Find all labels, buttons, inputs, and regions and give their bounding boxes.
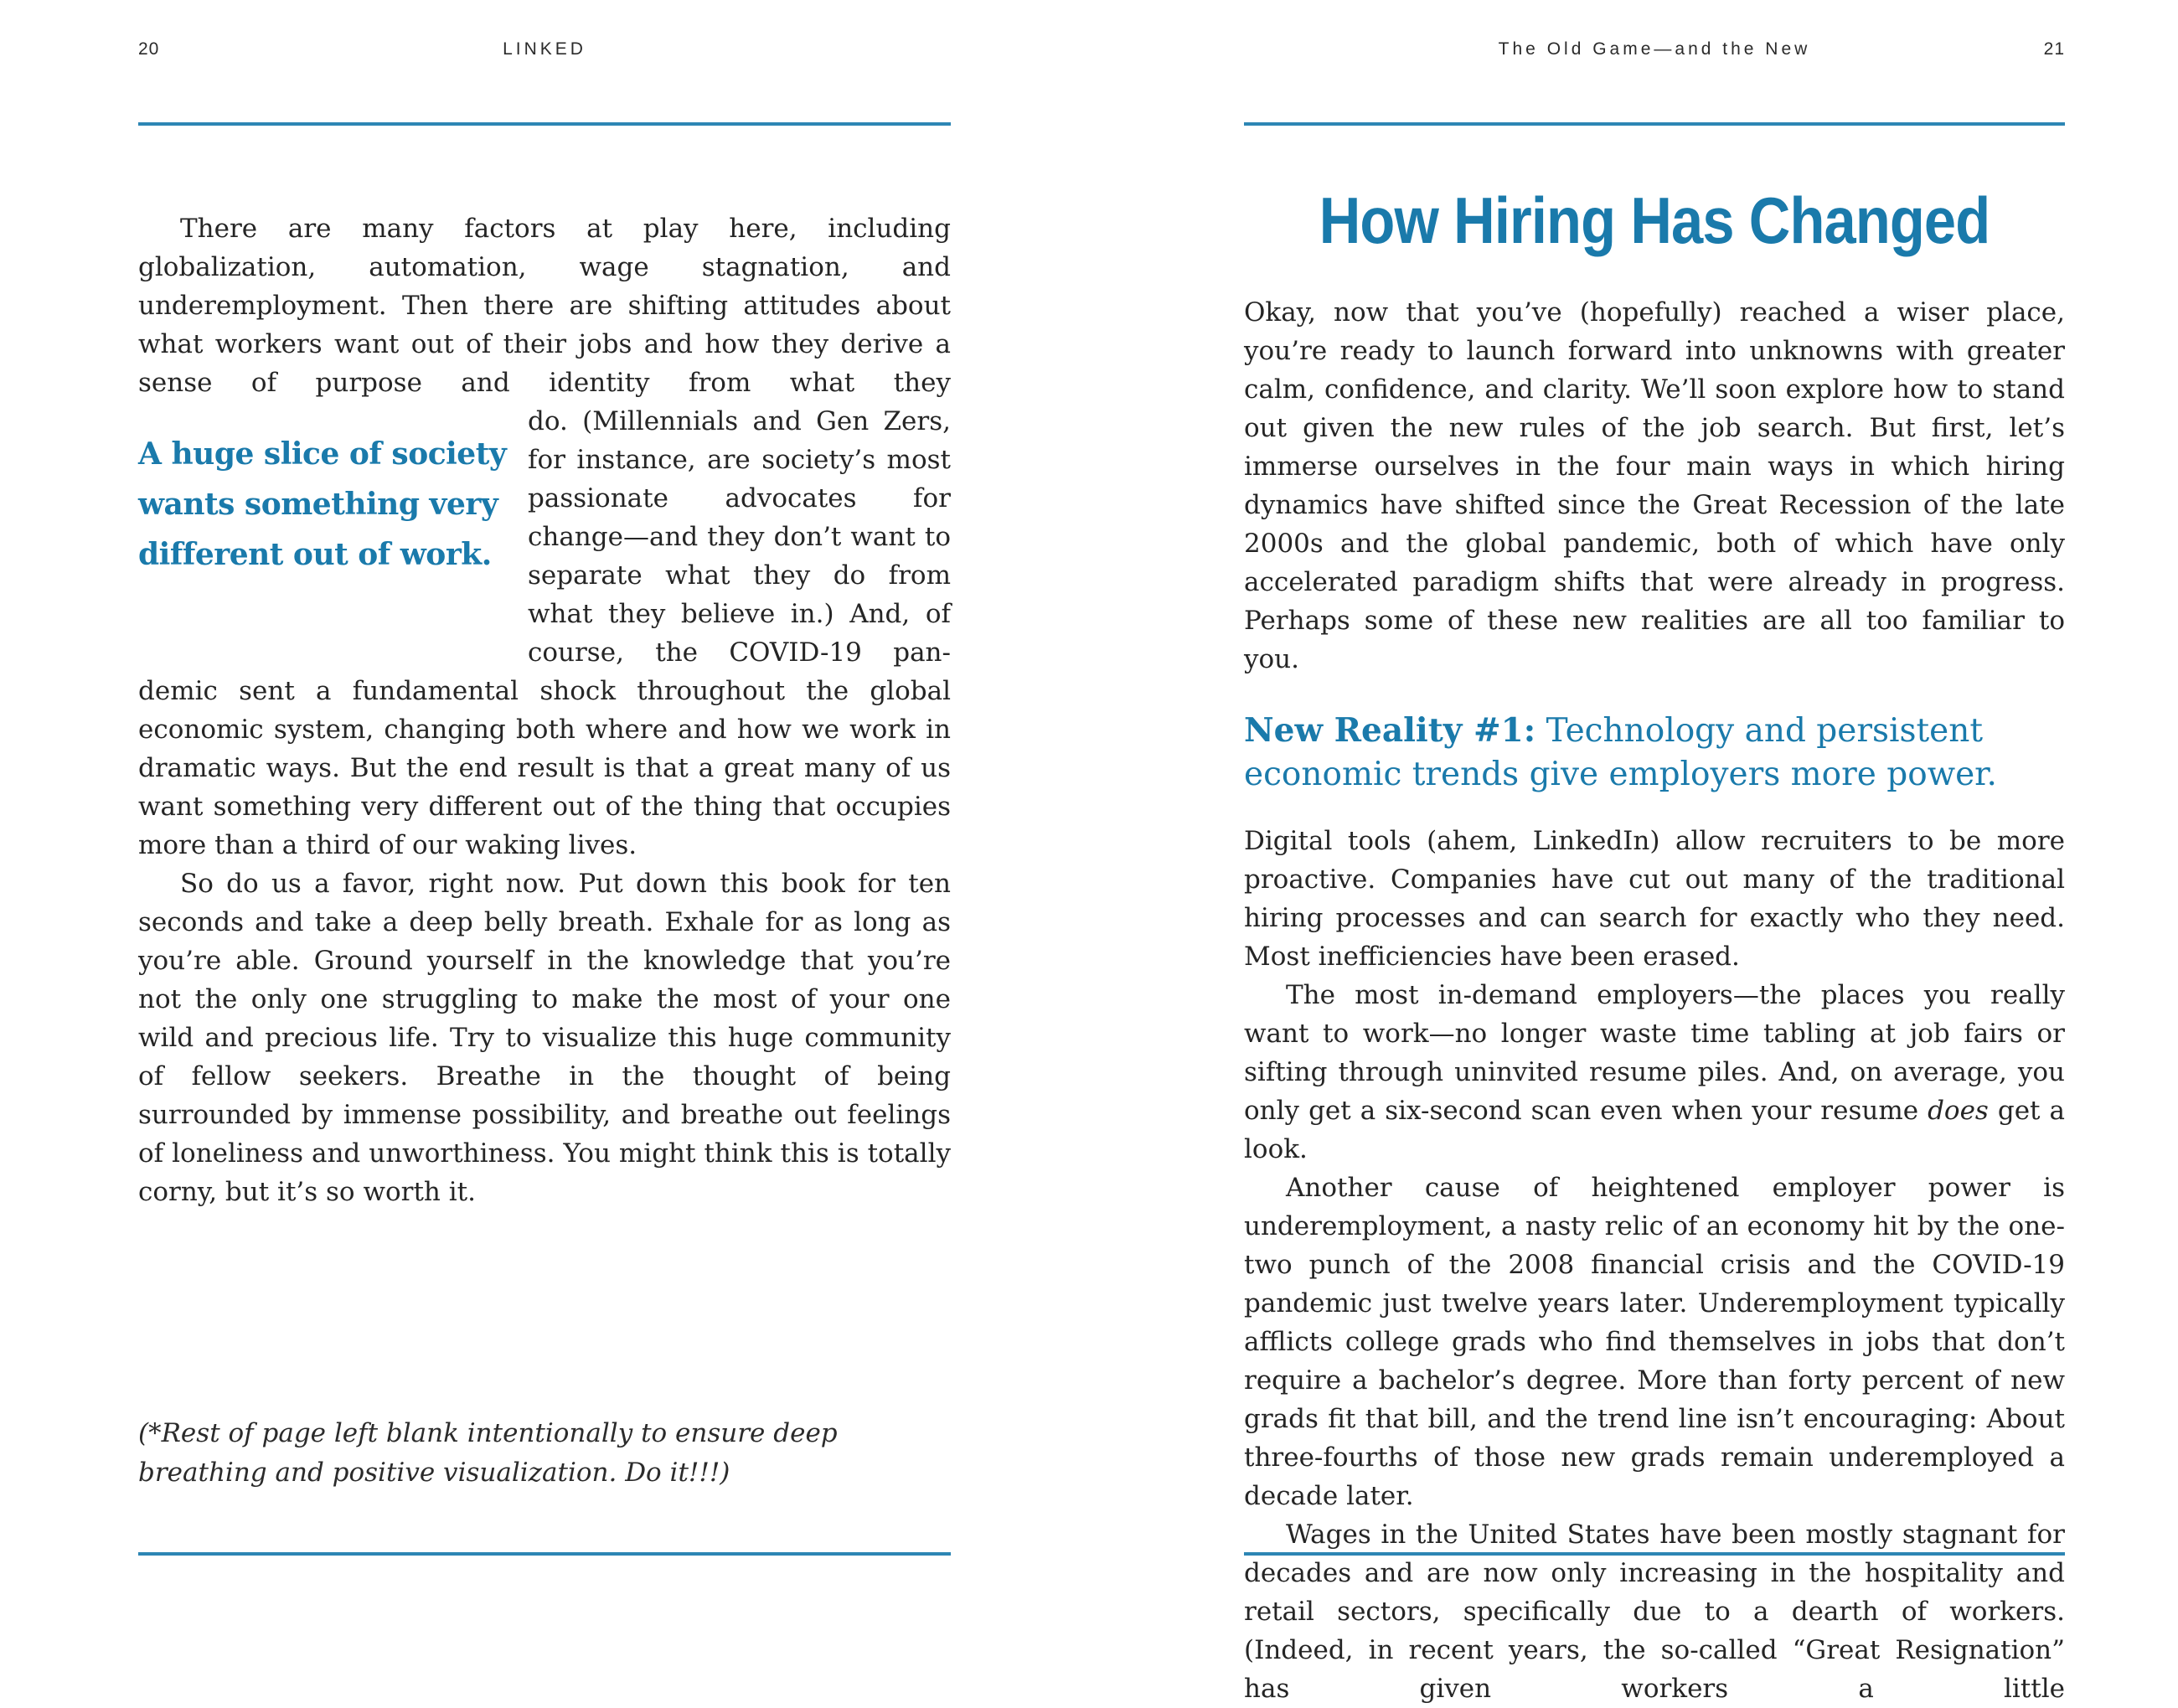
paragraph-in-demand-employers: The most in-demand employers—the places you really want to work—no longer waste time tabling at job fairs or sifting through uninvited resume piles. And, on average, you only get a six-second scan even when your resume does get a look. <box>1244 980 2065 1164</box>
intro-paragraph: Okay, now that you’ve (hopefully) reached a wiser place, you’re ready to launch forward into unknowns with greater calm, confidence, and clarity. We’ll soon explore how to stand out given the new rules of the job search. But first, let’s immerse ourselves in the four main ways in which hiring dynamics have shifted since the Great Recession of the late 2000s and the global pandemic, both of which have only accelerated paradigm shifts that were already in progress. Perhaps some of these new realities are all too familiar to you. <box>1244 297 2065 674</box>
page-left <box>0 0 1089 1633</box>
paragraph-underemployment: Another cause of heightened employer power is underemployment, a nasty relic of an economy hit by the one-two punch of the 2008 financial crisis and the COVID-19 pandemic just twelve years later. Underemployment typically afflicts college grads who find themselves in jobs that don’t require a bachelor’s degree. More than forty percent of new grads fit that bill, and the trend line isn’t encouraging: About three-fourths of those new grads remain underemployed a decade later. <box>1244 1173 2065 1511</box>
footer-rule-left <box>138 1552 951 1556</box>
paragraph-1-wrapped-text: do. (Millennials and Gen Zers, for instance, are society’s most passionate advocates for change—and they don’t want to separate what they do from what they believe in.) And, of course, the COVID-19 pan- <box>528 406 951 668</box>
running-head-right <box>1244 39 2065 60</box>
page-number-right: 21 <box>2043 39 2065 59</box>
paragraph-1-bottom: demic sent a fundamental shock throughout the global economic system, changing both where and how we work in dramatic ways. But the end result is that a great many of us want something very different out of the thing that occupies more than a third of our waking lives. <box>138 676 951 860</box>
chapter-title: How Hiring Has Changed <box>1319 183 1990 257</box>
section-heading-new-reality-1: New Reality #1: Technology and persistent economic trends give employers more power. <box>1244 711 1997 793</box>
page-right <box>1089 0 2178 1704</box>
paragraph-1-top: There are many factors at play here, including globalization, automation, wage stagnation, and underemployment. Then there are shifting attitudes about what workers want out of their jobs and how they derive a sense of purpose and identity from what they <box>138 214 951 398</box>
running-title-left: LINKED <box>503 39 586 59</box>
paragraph-digital-tools: Digital tools (ahem, LinkedIn) allow recruiters to be more proactive. Companies have cut out many of the traditional hiring processes and can search for exactly who they need. Most inefficiencies have been erased. <box>1244 826 2065 972</box>
paragraph-wages: Wages in the United States have been mostly stagnant for decades and are now only increasing in the hospitality and retail sectors, specifically due to a dearth of workers. (Indeed, in recent years, the so-called “Great Resignation” has given workers a little <box>1244 1520 2065 1704</box>
right-body-text <box>1244 293 2065 1708</box>
page-number-left: 20 <box>138 39 160 59</box>
author-aside-note: (*Rest of page left blank intentionally to ensure deep breathing and positive visualization. Do it!!!) <box>138 1418 838 1488</box>
left-body-text <box>138 209 951 1211</box>
running-head-left <box>138 39 951 60</box>
header-rule-right <box>1244 122 2065 126</box>
header-rule-left <box>138 122 951 126</box>
paragraph-2: So do us a favor, right now. Put down this book for ten seconds and take a deep belly breath. Exhale for as long as you’re able. Ground yourself in the knowledge that you’re not the only one struggling to make the most of your one wild and precious life. Try to visualize this huge community of fellow seekers. Breathe in the thought of being surrounded by immense possibility, and breathe out feelings of loneliness and unworthiness. You might think this is totally corny, but it’s so worth it. <box>138 869 951 1207</box>
pull-quote-row <box>138 402 951 672</box>
running-title-right: The Old Game—and the New <box>1498 39 1811 59</box>
pull-quote: A huge slice of society wants something very different out of work. <box>138 436 507 572</box>
paragraph-1-wrapped <box>528 402 951 672</box>
footer-rule-right <box>1244 1552 2065 1556</box>
